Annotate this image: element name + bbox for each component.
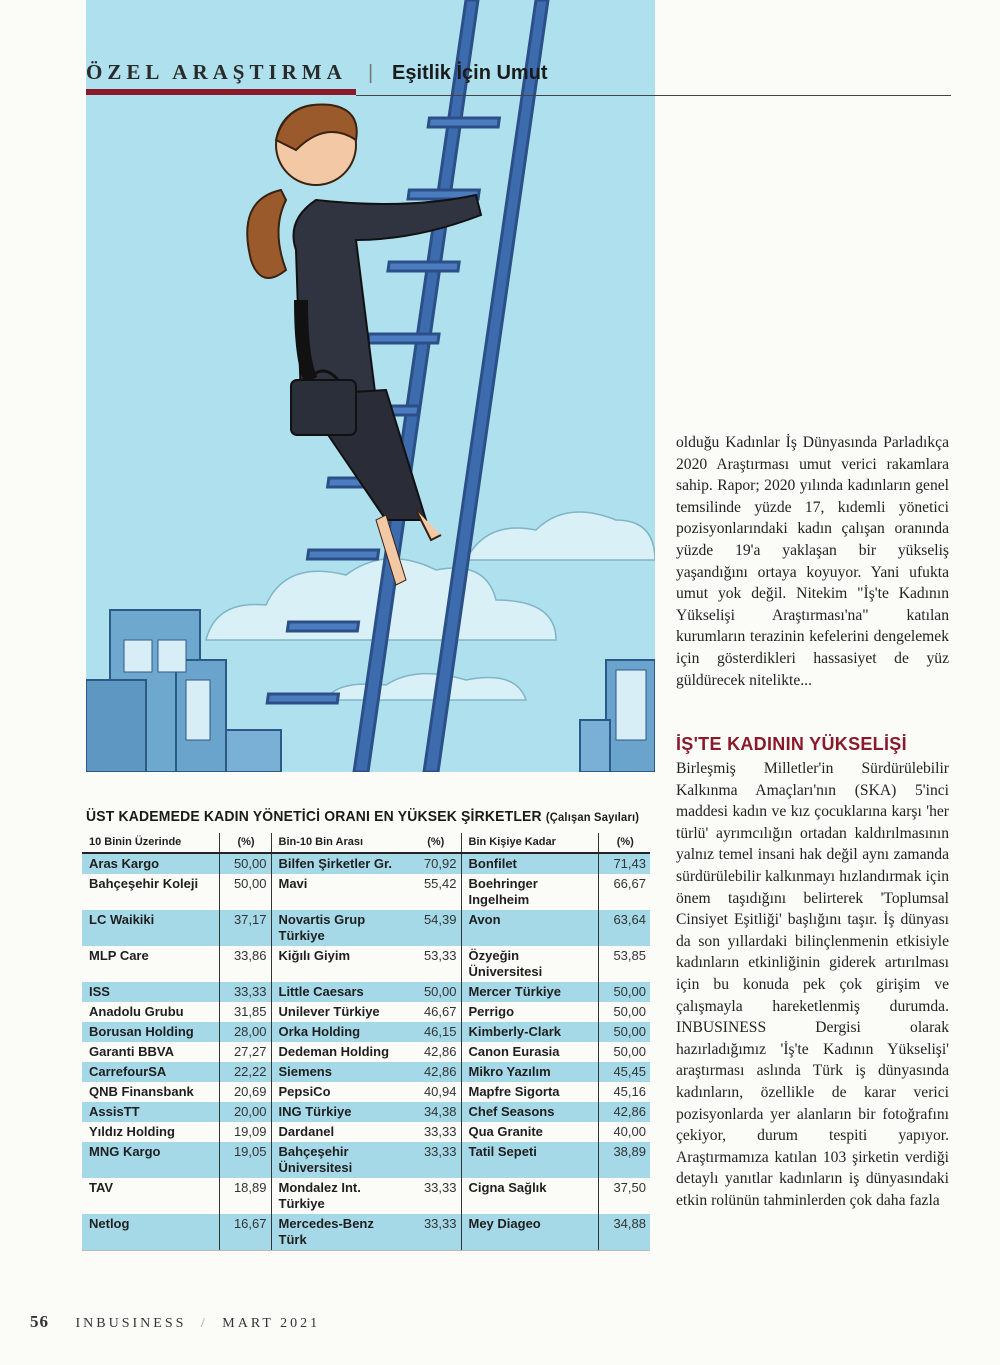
percentage-cell: 45,16 bbox=[598, 1082, 650, 1102]
company-name-cell: Yıldız Holding bbox=[82, 1122, 219, 1142]
column-header: 10 Binin Üzerinde bbox=[82, 833, 219, 853]
percentage-cell: 33,33 bbox=[409, 1142, 461, 1178]
percentage-cell: 20,00 bbox=[219, 1102, 271, 1122]
percentage-cell: 33,33 bbox=[409, 1122, 461, 1142]
percentage-cell: 20,69 bbox=[219, 1082, 271, 1102]
footer-separator: / bbox=[200, 1316, 208, 1331]
company-name-cell: Avon bbox=[461, 910, 598, 946]
percentage-cell: 50,00 bbox=[598, 1022, 650, 1042]
company-name-cell: CarrefourSA bbox=[82, 1062, 219, 1082]
header-separator: | bbox=[368, 62, 374, 84]
company-name-cell: Bahçeşehir Koleji bbox=[82, 874, 219, 910]
company-name-cell: Bahçeşehir Üniversitesi bbox=[271, 1142, 409, 1178]
company-name-cell: Kimberly-Clark bbox=[461, 1022, 598, 1042]
company-name-cell: ING Türkiye bbox=[271, 1102, 409, 1122]
company-name-cell: TAV bbox=[82, 1178, 219, 1214]
percentage-cell: 34,38 bbox=[409, 1102, 461, 1122]
company-name-cell: Garanti BBVA bbox=[82, 1042, 219, 1062]
percentage-cell: 40,94 bbox=[409, 1082, 461, 1102]
company-name-cell: Boehringer Ingelheim bbox=[461, 874, 598, 910]
percentage-cell: 54,39 bbox=[409, 910, 461, 946]
company-name-cell: Little Caesars bbox=[271, 982, 409, 1002]
percentage-cell: 42,86 bbox=[598, 1102, 650, 1122]
percentage-cell: 50,00 bbox=[219, 874, 271, 910]
table-row bbox=[82, 1062, 650, 1082]
percentage-cell: 53,85 bbox=[598, 946, 650, 982]
company-name-cell: Unilever Türkiye bbox=[271, 1002, 409, 1022]
percentage-cell: 33,33 bbox=[219, 982, 271, 1002]
percentage-cell: 50,00 bbox=[598, 1002, 650, 1022]
percentage-cell: 22,22 bbox=[219, 1062, 271, 1082]
percentage-cell: 16,67 bbox=[219, 1214, 271, 1251]
percentage-cell: 45,45 bbox=[598, 1062, 650, 1082]
company-name-cell: Chef Seasons bbox=[461, 1102, 598, 1122]
percentage-cell: 50,00 bbox=[598, 982, 650, 1002]
percentage-cell: 33,33 bbox=[409, 1214, 461, 1251]
page-number: 56 bbox=[30, 1312, 49, 1331]
article-text: Birleşmiş Milletler'in Sürdürülebilir Kalkınma Amaçları'nın (SKA) 5'inci maddesi kadın ve kız çocuklarına karşı 'her türlü' ayrımcılığın ortadan kaldırılmasının yalnız temel insani hak değil aynı zamanda sürdürülebilir kalkınmayı hızlandırmak için önem taşıdığını belirterek 'Toplumsal Cinsiyet Eşitliği' başlığını taşır. İş dünyası da son yıllardaki bilinçlenmenin etkisiyle kadınların etkinliğinin giderek artırılması için bu konuda pek çok girişim ve çalışmayla hareketlenmiş durumda. INBUSINESS Dergisi olarak hazırladığımız 'İş'te Kadının Yükselişi' araştırması aslında Türk iş dünyasında kadınların, özellikle de karar verici pozisyonlarda yer alanların bir fotoğrafını çekiyor, durum tespiti yapıyor. Araştırmamıza katılan 103 şirketin verdiği detaylı yanıtlar kadınların iş dünyasındaki etkin rolünün tahminlerden çok daha fazla bbox=[676, 760, 949, 1209]
table-row bbox=[82, 853, 650, 874]
column-header: Bin-10 Bin Arası bbox=[271, 833, 409, 853]
percentage-cell: 50,00 bbox=[598, 1042, 650, 1062]
company-name-cell: Mapfre Sigorta bbox=[461, 1082, 598, 1102]
percentage-cell: 40,00 bbox=[598, 1122, 650, 1142]
percentage-cell: 46,67 bbox=[409, 1002, 461, 1022]
company-name-cell: Aras Kargo bbox=[82, 853, 219, 874]
company-name-cell: Anadolu Grubu bbox=[82, 1002, 219, 1022]
percentage-cell: 37,50 bbox=[598, 1178, 650, 1214]
header-accent-rule bbox=[86, 89, 356, 95]
company-name-cell: Mavi bbox=[271, 874, 409, 910]
page-footer bbox=[30, 1312, 320, 1332]
section-label: ÖZEL ARAŞTIRMA bbox=[86, 60, 347, 84]
table-row bbox=[82, 1142, 650, 1178]
percentage-cell: 63,64 bbox=[598, 910, 650, 946]
percentage-cell: 33,33 bbox=[409, 1178, 461, 1214]
percentage-cell: 19,05 bbox=[219, 1142, 271, 1178]
percentage-cell: 19,09 bbox=[219, 1122, 271, 1142]
table-row bbox=[82, 946, 650, 982]
percentage-cell: 28,00 bbox=[219, 1022, 271, 1042]
percentage-cell: 18,89 bbox=[219, 1178, 271, 1214]
company-name-cell: Qua Granite bbox=[461, 1122, 598, 1142]
article-paragraph-1 bbox=[676, 432, 949, 691]
company-name-cell: Özyeğin Üniversitesi bbox=[461, 946, 598, 982]
percentage-cell: 46,15 bbox=[409, 1022, 461, 1042]
company-name-cell: Siemens bbox=[271, 1062, 409, 1082]
percentage-cell: 55,42 bbox=[409, 874, 461, 910]
issue-date: MART 2021 bbox=[222, 1316, 321, 1331]
ranking-table bbox=[82, 833, 650, 1251]
column-header: (%) bbox=[219, 833, 271, 853]
table-row bbox=[82, 1102, 650, 1122]
magazine-name: INBUSINESS bbox=[75, 1316, 187, 1331]
company-name-cell: Novartis Grup Türkiye bbox=[271, 910, 409, 946]
company-name-cell: LC Waikiki bbox=[82, 910, 219, 946]
table-title-main: ÜST KADEMEDE KADIN YÖNETİCİ ORANI EN YÜKSEK ŞİRKETLER bbox=[86, 808, 542, 825]
company-name-cell: Netlog bbox=[82, 1214, 219, 1251]
company-name-cell: Dardanel bbox=[271, 1122, 409, 1142]
company-name-cell: MLP Care bbox=[82, 946, 219, 982]
table-row bbox=[82, 1042, 650, 1062]
percentage-cell: 42,86 bbox=[409, 1042, 461, 1062]
company-name-cell: QNB Finansbank bbox=[82, 1082, 219, 1102]
table-header-row bbox=[82, 833, 650, 853]
table-row bbox=[82, 982, 650, 1002]
table-body bbox=[82, 853, 650, 1251]
percentage-cell: 31,85 bbox=[219, 1002, 271, 1022]
page-header bbox=[86, 58, 951, 98]
percentage-cell: 50,00 bbox=[219, 853, 271, 874]
percentage-cell: 34,88 bbox=[598, 1214, 650, 1251]
company-name-cell: PepsiCo bbox=[271, 1082, 409, 1102]
company-name-cell: Kiğılı Giyim bbox=[271, 946, 409, 982]
percentage-cell: 38,89 bbox=[598, 1142, 650, 1178]
company-name-cell: Mikro Yazılım bbox=[461, 1062, 598, 1082]
percentage-cell: 53,33 bbox=[409, 946, 461, 982]
company-name-cell: Perrigo bbox=[461, 1002, 598, 1022]
column-header: (%) bbox=[598, 833, 650, 853]
company-name-cell: Tatil Sepeti bbox=[461, 1142, 598, 1178]
company-name-cell: ISS bbox=[82, 982, 219, 1002]
header-thin-rule bbox=[356, 95, 951, 96]
percentage-cell: 37,17 bbox=[219, 910, 271, 946]
table-title bbox=[86, 808, 640, 825]
percentage-cell: 70,92 bbox=[409, 853, 461, 874]
percentage-cell: 42,86 bbox=[409, 1062, 461, 1082]
table-title-note: (Çalışan Sayıları) bbox=[545, 810, 640, 824]
percentage-cell: 33,86 bbox=[219, 946, 271, 982]
company-name-cell: AssisTT bbox=[82, 1102, 219, 1122]
percentage-cell: 27,27 bbox=[219, 1042, 271, 1062]
column-header: (%) bbox=[409, 833, 461, 853]
company-name-cell: Orka Holding bbox=[271, 1022, 409, 1042]
company-name-cell: Mey Diageo bbox=[461, 1214, 598, 1251]
percentage-cell: 71,43 bbox=[598, 853, 650, 874]
company-name-cell: Bilfen Şirketler Gr. bbox=[271, 853, 409, 874]
table-row bbox=[82, 910, 650, 946]
article-subhead: İŞ'TE KADININ YÜKSELİŞİ bbox=[676, 734, 907, 754]
table-row bbox=[82, 874, 650, 910]
company-name-cell: Dedeman Holding bbox=[271, 1042, 409, 1062]
percentage-cell: 50,00 bbox=[409, 982, 461, 1002]
company-name-cell: MNG Kargo bbox=[82, 1142, 219, 1178]
article-paragraph-2 bbox=[676, 758, 949, 1211]
company-name-cell: Mercedes-Benz Türk bbox=[271, 1214, 409, 1251]
percentage-cell: 66,67 bbox=[598, 874, 650, 910]
table-row bbox=[82, 1082, 650, 1102]
company-name-cell: Borusan Holding bbox=[82, 1022, 219, 1042]
table-row bbox=[82, 1022, 650, 1042]
table-row bbox=[82, 1214, 650, 1251]
company-name-cell: Canon Eurasia bbox=[461, 1042, 598, 1062]
company-name-cell: Mercer Türkiye bbox=[461, 982, 598, 1002]
company-name-cell: Bonfilet bbox=[461, 853, 598, 874]
section-topic: Eşitlik İçin Umut bbox=[392, 62, 548, 84]
table-row bbox=[82, 1122, 650, 1142]
table-row bbox=[82, 1178, 650, 1214]
company-name-cell: Mondalez Int. Türkiye bbox=[271, 1178, 409, 1214]
article-text: olduğu Kadınlar İş Dünyasında Parladıkça 2020 Araştırması umut verici rakamlara sahip. Rapor; 2020 yılında kadınların genel temsilinde yüzde 17, kıdemli yönetici pozisyonlarındaki kadın çalışan oranında yüzde 19'a yaklaşan bir yükseliş yaşandığını ortaya koyuyor. Yani ufukta umut yok değil. Nitekim "İş'te Kadının Yükselişi Araştırması'na" katılan kurumların terazinin kefelerini dengelemek için gösterdikleri hassasiyet de yüz güldürecek nitelikte... bbox=[676, 434, 949, 689]
company-name-cell: Cigna Sağlık bbox=[461, 1178, 598, 1214]
table-row bbox=[82, 1002, 650, 1022]
illustration-woman-climbing-ladder bbox=[86, 0, 655, 772]
column-header: Bin Kişiye Kadar bbox=[461, 833, 598, 853]
